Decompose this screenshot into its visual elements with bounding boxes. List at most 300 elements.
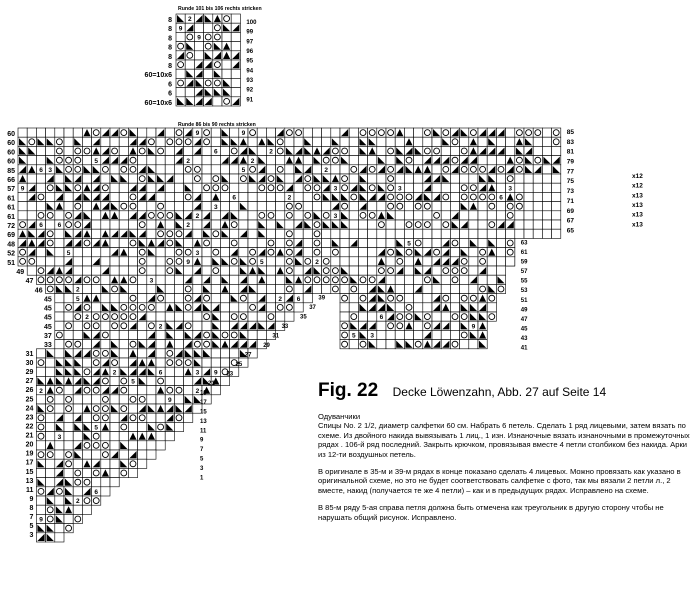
chart-cell — [174, 275, 183, 284]
chart-cell — [349, 220, 358, 229]
chart-cell — [542, 202, 551, 211]
chart-cell — [322, 229, 331, 238]
chart-cell — [110, 441, 119, 450]
main-chart-round-number: 9 — [200, 437, 204, 444]
stitch-count-number: 3 — [48, 167, 53, 174]
chart-cell — [294, 183, 303, 192]
chart-cell — [276, 229, 285, 238]
chart-cell — [46, 358, 55, 367]
chart-cell — [552, 174, 561, 183]
main-chart-left-count: 11 — [25, 486, 34, 494]
main-chart-left-count: 57 — [7, 186, 15, 194]
chart-cell — [165, 275, 174, 284]
main-chart-left-count: 23 — [25, 414, 34, 422]
chart-cell — [230, 349, 239, 358]
chart-cell — [110, 478, 119, 487]
chart-cell — [533, 202, 542, 211]
chart-cell — [395, 284, 404, 293]
chart-cell — [46, 468, 55, 477]
main-chart-left-count: 37 — [44, 332, 52, 340]
main-chart-round-number: 5 — [200, 456, 204, 463]
chart-cell — [230, 303, 239, 312]
repeat-mark: x13 — [632, 192, 643, 200]
chart-cell — [55, 211, 64, 220]
main-chart-left-count: 45 — [44, 305, 52, 313]
chart-cell — [478, 238, 487, 247]
main-chart-round-number: 25 — [235, 361, 243, 368]
chart-cell — [358, 229, 367, 238]
stitch-count-number: 2 — [269, 148, 273, 156]
main-chart-round-number: 47 — [520, 316, 528, 323]
chart-cell — [174, 174, 183, 183]
chart-cell — [506, 229, 515, 238]
chart-cell — [423, 294, 432, 303]
chart-cell — [64, 422, 73, 431]
chart-cell — [515, 220, 524, 229]
chart-cell — [478, 211, 487, 220]
chart-cell — [36, 367, 45, 376]
chart-cell — [248, 220, 257, 229]
chart-cell — [138, 459, 147, 468]
chart-cell — [55, 496, 64, 505]
chart-cell — [294, 266, 303, 275]
chart-cell — [55, 312, 64, 321]
main-chart-round-number: 53 — [520, 288, 528, 295]
chart-cell — [147, 395, 156, 404]
chart-cell — [340, 257, 349, 266]
chart-cell — [478, 275, 487, 284]
main-chart-header: Runde 86 bis 90 rechts stricken — [178, 122, 256, 128]
main-chart-round-number: 17 — [200, 399, 207, 406]
chart-cell — [211, 165, 220, 174]
chart-cell — [165, 128, 174, 137]
chart-cell — [552, 229, 561, 238]
notes-paragraph-3: В 85-м ряду 5-ая справа петля должна быть отмечена как треугольник в другую сторону чтобы не нарушать общий рисунок. Исправлено. — [318, 503, 664, 522]
chart-cell — [156, 257, 165, 266]
chart-cell — [174, 165, 183, 174]
main-chart-left-count: 29 — [25, 369, 34, 377]
main-chart-round-number: 67 — [566, 217, 575, 225]
chart-cell — [469, 284, 478, 293]
chart-cell — [404, 211, 413, 220]
main-chart-left-count: 61 — [7, 213, 15, 221]
chart-cell — [147, 284, 156, 293]
chart-cell — [73, 459, 82, 468]
main-chart-left-count: 9 — [29, 495, 34, 503]
chart-cell — [110, 330, 119, 339]
chart-cell — [55, 349, 64, 358]
chart-cell — [276, 156, 285, 165]
chart-cell — [533, 192, 542, 201]
top-chart-left-count: 8 — [168, 35, 172, 43]
chart-cell — [368, 156, 377, 165]
chart-cell — [340, 165, 349, 174]
main-chart-left-count: 52 — [7, 250, 15, 258]
stitch-count-number: 5 — [66, 249, 71, 257]
main-chart-left-count: 51 — [7, 259, 15, 267]
chart-cell — [487, 156, 496, 165]
chart-cell — [358, 156, 367, 165]
chart-cell — [64, 128, 73, 137]
chart-cell — [377, 202, 386, 211]
chart-cell — [36, 202, 45, 211]
chart-cell — [174, 395, 183, 404]
chart-cell — [386, 275, 395, 284]
chart-cell — [239, 183, 248, 192]
stitch-count-number: 3 — [213, 203, 218, 211]
chart-cell — [92, 450, 101, 459]
chart-cell — [266, 202, 275, 211]
chart-cell — [239, 211, 248, 220]
chart-cell — [220, 321, 229, 330]
chart-cell — [303, 248, 312, 257]
chart-cell — [231, 88, 240, 97]
stitch-count-number: 2 — [287, 194, 292, 202]
chart-cell — [312, 128, 321, 137]
chart-cell — [119, 183, 128, 192]
chart-cell — [92, 284, 101, 293]
chart-cell — [552, 183, 561, 192]
chart-cell — [101, 275, 110, 284]
chart-cell — [414, 183, 423, 192]
stitch-count-number: 2 — [250, 157, 255, 165]
chart-cell — [377, 330, 386, 339]
chart-cell — [27, 211, 36, 220]
stitch-count-number: 2 — [75, 498, 80, 506]
chart-cell — [506, 146, 515, 155]
chart-cell — [184, 174, 193, 183]
chart-cell — [193, 321, 202, 330]
chart-cell — [220, 312, 229, 321]
chart-cell — [156, 192, 165, 201]
chart-cell — [119, 211, 128, 220]
chart-cell — [36, 349, 45, 358]
chart-cell — [542, 211, 551, 220]
chart-cell — [193, 229, 202, 238]
chart-cell — [469, 174, 478, 183]
chart-cell — [220, 303, 229, 312]
chart-cell — [266, 220, 275, 229]
top-chart-left-count: 8 — [168, 53, 172, 61]
chart-cell — [110, 257, 119, 266]
chart-cell — [101, 321, 110, 330]
chart-cell — [128, 386, 137, 395]
chart-cell — [276, 192, 285, 201]
chart-cell — [147, 413, 156, 422]
chart-cell — [395, 275, 404, 284]
stitch-count-number: 9 — [195, 130, 200, 138]
chart-cell — [128, 220, 137, 229]
stitch-count-number: 6 — [39, 167, 43, 174]
chart-cell — [368, 220, 377, 229]
chart-cell — [165, 432, 174, 441]
top-chart-round-number: 95 — [246, 58, 254, 65]
chart-cell — [55, 257, 64, 266]
chart-cell — [395, 174, 404, 183]
chart-cell — [174, 422, 183, 431]
repeat-mark: x13 — [632, 221, 643, 229]
chart-cell — [110, 137, 119, 146]
stitch-count-number: 6 — [158, 369, 163, 377]
chart-cell — [331, 257, 340, 266]
chart-cell — [176, 69, 185, 78]
chart-cell — [82, 413, 91, 422]
chart-cell — [414, 229, 423, 238]
chart-cell — [82, 202, 91, 211]
chart-cell — [36, 128, 45, 137]
chart-cell — [220, 146, 229, 155]
chart-cell — [432, 284, 441, 293]
stitch-count-number: 9 — [197, 34, 201, 42]
stitch-count-number: 6 — [94, 489, 99, 496]
chart-cell — [174, 294, 183, 303]
chart-cell — [266, 275, 275, 284]
chart-cell — [36, 257, 45, 266]
chart-cell — [110, 395, 119, 404]
chart-cell — [276, 202, 285, 211]
chart-cell — [340, 229, 349, 238]
chart-cell — [552, 146, 561, 155]
chart-cell — [395, 220, 404, 229]
chart-cell — [248, 312, 257, 321]
chart-cell — [478, 202, 487, 211]
chart-cell — [340, 248, 349, 257]
stitch-count-number: 2 — [195, 213, 200, 220]
chart-cell — [119, 340, 128, 349]
chart-cell — [211, 220, 220, 229]
chart-cell — [469, 257, 478, 266]
chart-cell — [285, 137, 294, 146]
chart-cell — [276, 211, 285, 220]
stitch-count-number: 2 — [85, 314, 89, 322]
chart-cell — [220, 248, 229, 257]
chart-cell — [478, 137, 487, 146]
chart-cell — [193, 275, 202, 284]
chart-cell — [147, 386, 156, 395]
chart-cell — [432, 312, 441, 321]
figure-caption: Decke Löwenzahn, Abb. 27 auf Seite 14 — [392, 385, 607, 399]
chart-cell — [386, 340, 395, 349]
chart-cell — [36, 248, 45, 257]
chart-cell — [432, 137, 441, 146]
chart-cell — [303, 156, 312, 165]
chart-cell — [294, 137, 303, 146]
chart-cell — [193, 183, 202, 192]
chart-cell — [176, 32, 185, 41]
chart-cell — [147, 202, 156, 211]
chart-cell — [211, 137, 220, 146]
main-chart-round-number: 15 — [200, 409, 207, 416]
chart-cell — [55, 174, 64, 183]
chart-cell — [524, 174, 533, 183]
top-chart-left-count: 60=10x6 — [144, 72, 172, 80]
chart-cell — [248, 192, 257, 201]
chart-cell — [248, 238, 257, 247]
chart-cell — [202, 257, 211, 266]
chart-cell — [202, 202, 211, 211]
chart-cell — [220, 202, 229, 211]
stitch-count-number: 5 — [94, 424, 99, 432]
main-chart-left-count: 60 — [7, 131, 15, 138]
chart-cell — [92, 395, 101, 404]
chart-cell — [414, 330, 423, 339]
chart-cell — [147, 312, 156, 321]
chart-cell — [377, 321, 386, 330]
chart-cell — [138, 156, 147, 165]
top-chart-round-number: 96 — [246, 48, 254, 55]
chart-cell — [303, 229, 312, 238]
chart-cell — [423, 303, 432, 312]
chart-cell — [276, 238, 285, 247]
chart-cell — [211, 294, 220, 303]
chart-cell — [533, 211, 542, 220]
top-chart-left-count: 6 — [168, 90, 172, 98]
chart-cell — [450, 192, 459, 201]
chart-cell — [496, 257, 505, 266]
chart-cell — [460, 137, 469, 146]
chart-cell — [73, 432, 82, 441]
chart-cell — [239, 238, 248, 247]
chart-cell — [156, 413, 165, 422]
chart-cell — [312, 284, 321, 293]
chart-cell — [266, 294, 275, 303]
chart-cell — [220, 376, 229, 385]
chart-cell — [165, 192, 174, 201]
chart-cell — [515, 211, 524, 220]
main-chart-round-number: 79 — [566, 158, 575, 166]
chart-cell — [92, 211, 101, 220]
main-chart-round-number: 81 — [566, 148, 575, 156]
stitch-count-number: 6 — [57, 222, 62, 230]
chart-cell — [82, 340, 91, 349]
chart-cell — [460, 211, 469, 220]
chart-cell — [165, 367, 174, 376]
chart-cell — [128, 284, 137, 293]
chart-cell — [552, 202, 561, 211]
chart-cell — [36, 441, 45, 450]
chart-cell — [506, 137, 515, 146]
chart-cell — [82, 248, 91, 257]
chart-cell — [138, 450, 147, 459]
chart-cell — [204, 23, 213, 32]
chart-cell — [231, 32, 240, 41]
chart-cell — [55, 238, 64, 247]
stitch-count-number: 6 — [232, 194, 237, 202]
chart-cell — [349, 257, 358, 266]
chart-cell — [128, 441, 137, 450]
chart-cell — [542, 146, 551, 155]
chart-cell — [119, 450, 128, 459]
stitch-count-number: 9 — [186, 259, 191, 266]
chart-cell — [377, 174, 386, 183]
chart-cell — [176, 88, 185, 97]
chart-cell — [230, 202, 239, 211]
chart-cell — [55, 441, 64, 450]
chart-cell — [441, 229, 450, 238]
stitch-count-number: 9 — [471, 323, 476, 331]
chart-cell — [414, 174, 423, 183]
chart-cell — [184, 202, 193, 211]
chart-cell — [92, 478, 101, 487]
chart-cell — [395, 229, 404, 238]
chart-cell — [322, 202, 331, 211]
chart-cell — [73, 257, 82, 266]
chart-cell — [404, 128, 413, 137]
main-chart-round-number: 63 — [520, 240, 528, 247]
chart-cell — [36, 146, 45, 155]
top-chart-round-number: 94 — [246, 68, 254, 75]
chart-cell — [202, 358, 211, 367]
main-chart-round-number: 27 — [244, 352, 252, 359]
chart-cell — [404, 183, 413, 192]
chart-cell — [312, 165, 321, 174]
chart-cell — [138, 349, 147, 358]
chart-cell — [82, 450, 91, 459]
main-chart-left-count: 72 — [7, 223, 15, 230]
main-chart-left-count: 17 — [25, 459, 34, 467]
chart-cell — [542, 192, 551, 201]
chart-cell — [55, 294, 64, 303]
chart-cell — [239, 192, 248, 201]
chart-cell — [506, 257, 515, 266]
stitch-count-number: 6 — [499, 194, 503, 202]
chart-cell — [450, 229, 459, 238]
chart-cell — [147, 128, 156, 137]
chart-cell — [248, 137, 257, 146]
chart-cell — [496, 156, 505, 165]
chart-cell — [138, 330, 147, 339]
main-chart-round-number: 49 — [520, 307, 528, 314]
chart-cell — [248, 202, 257, 211]
chart-cell — [73, 128, 82, 137]
chart-cell — [276, 284, 285, 293]
chart-cell — [460, 275, 469, 284]
chart-cell — [414, 321, 423, 330]
chart-cell — [184, 266, 193, 275]
chart-cell — [276, 275, 285, 284]
chart-cell — [138, 284, 147, 293]
chart-cell — [119, 349, 128, 358]
chart-cell — [73, 321, 82, 330]
chart-cell — [524, 183, 533, 192]
main-chart-round-number: 77 — [566, 168, 575, 176]
stitch-count-number: 3 — [508, 185, 513, 193]
main-chart-round-number: 1 — [200, 475, 204, 482]
main-chart-round-number: 23 — [226, 371, 234, 378]
main-chart-left-count: 33 — [44, 341, 52, 349]
chart-cell — [184, 312, 193, 321]
chart-cell — [349, 146, 358, 155]
chart-cell — [27, 174, 36, 183]
chart-cell — [119, 146, 128, 155]
chart-cell — [533, 229, 542, 238]
chart-cell — [303, 192, 312, 201]
chart-cell — [257, 330, 266, 339]
main-chart-round-number: 57 — [520, 269, 528, 276]
chart-cell — [147, 450, 156, 459]
chart-cell — [110, 413, 119, 422]
chart-cell — [222, 32, 231, 41]
chart-cell — [349, 340, 358, 349]
main-chart-left-count: 27 — [25, 378, 34, 386]
repeat-mark: x13 — [632, 201, 643, 209]
chart-cell — [257, 312, 266, 321]
chart-cell — [55, 404, 64, 413]
chart-cell — [46, 413, 55, 422]
chart-cell — [46, 128, 55, 137]
chart-cell — [450, 330, 459, 339]
chart-cell — [542, 174, 551, 183]
